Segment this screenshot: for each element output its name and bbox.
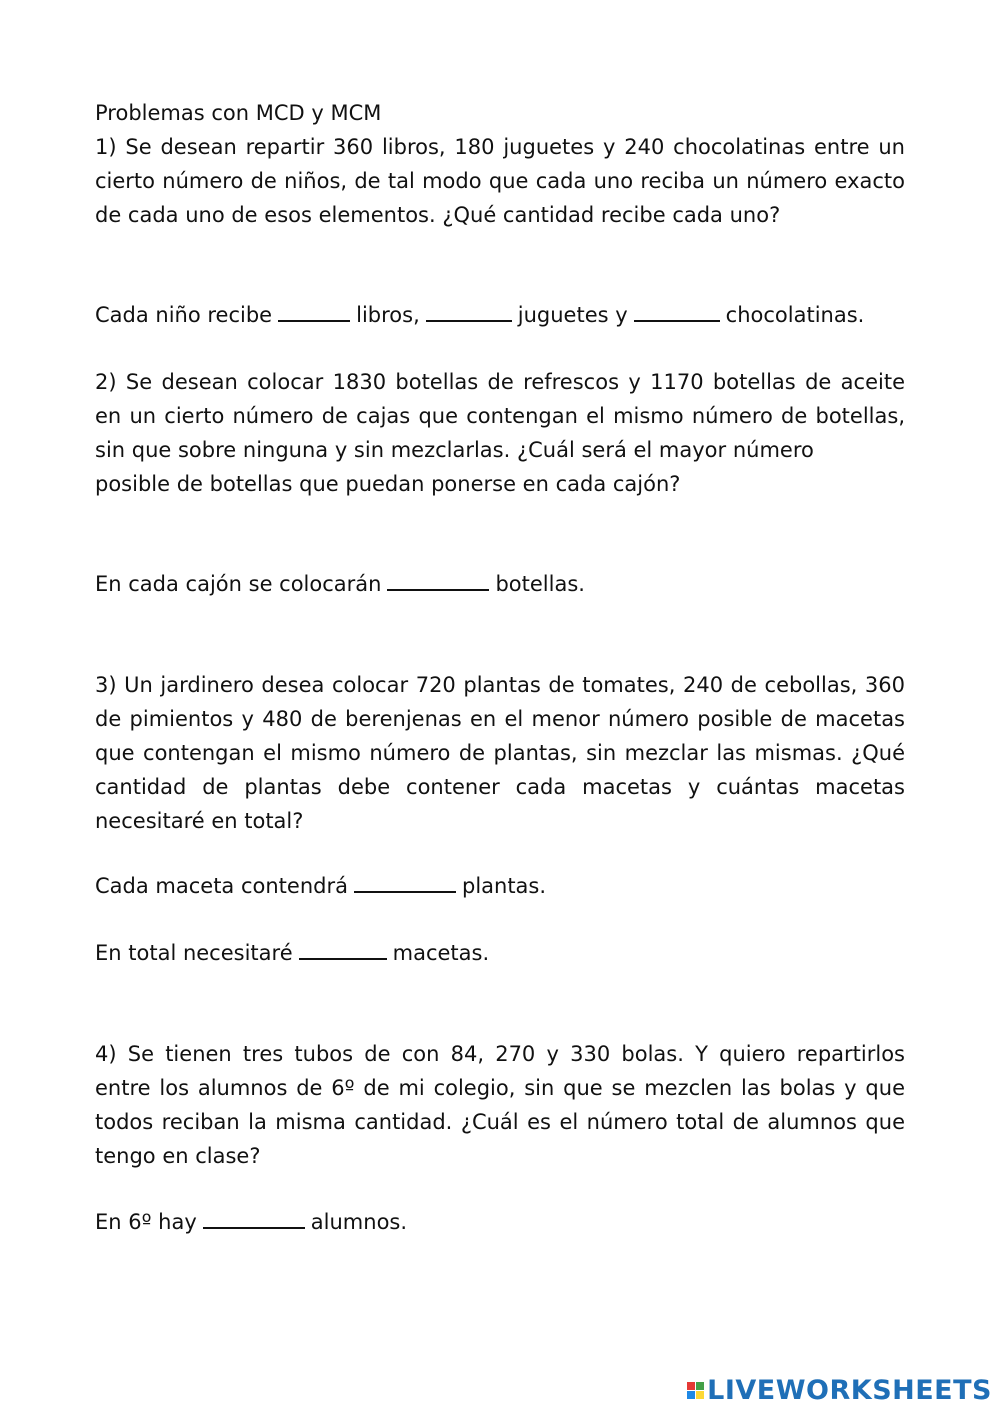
answer-text: En 6º hay — [95, 1210, 197, 1234]
problem-2-line-2: en un cierto número de cajas que contengan el mismo número de botellas, — [95, 404, 905, 428]
answer-text: botellas. — [495, 572, 585, 596]
answer-text: En total necesitaré — [95, 941, 293, 965]
problem-3-line-3: que contengan el mismo número de plantas, sin mezclar las mismas. ¿Qué — [95, 741, 905, 765]
problem-3-line-5: necesitaré en total? — [95, 809, 304, 833]
problem-3-answer-2 — [95, 936, 905, 970]
problem-1-line-2: cierto número de niños, de tal modo que cada uno reciba un número exacto — [95, 169, 905, 193]
problem-2-line-4: posible de botellas que puedan ponerse en cada cajón? — [95, 472, 681, 496]
answer-blank-macetas[interactable] — [299, 940, 387, 960]
liveworksheets-logo-icon — [687, 1382, 704, 1399]
liveworksheets-logo — [687, 1375, 992, 1405]
problem-3-line-4: cantidad de plantas debe contener cada macetas y cuántas macetas — [95, 775, 905, 799]
problem-1-line-1: 1) Se desean repartir 360 libros, 180 juguetes y 240 chocolatinas entre un — [95, 135, 905, 159]
answer-blank-alumnos[interactable] — [203, 1209, 305, 1229]
liveworksheets-brand-text: LIVEWORKSHEETS — [707, 1374, 992, 1406]
page-title: Problemas con MCD y MCM — [95, 101, 382, 125]
answer-text: En cada cajón se colocarán — [95, 572, 382, 596]
problem-4-answer — [95, 1205, 905, 1239]
problem-3-line-2: de pimientos y 480 de berenjenas en el menor número posible de macetas — [95, 707, 905, 731]
problem-4-line-4: tengo en clase? — [95, 1144, 261, 1168]
problem-4-line-1: 4) Se tienen tres tubos de con 84, 270 y 330 bolas. Y quiero repartirlos — [95, 1042, 905, 1066]
problem-1-answer — [95, 298, 905, 332]
logo-square-blue — [687, 1391, 695, 1399]
logo-square-red — [687, 1382, 695, 1390]
problem-3-answer-1 — [95, 869, 905, 903]
logo-square-green — [696, 1382, 704, 1390]
answer-blank-libros[interactable] — [278, 302, 350, 322]
problem-1-line-3: de cada uno de esos elementos. ¿Qué cantidad recibe cada uno? — [95, 203, 781, 227]
answer-text: libros, — [356, 303, 420, 327]
answer-text: chocolatinas. — [725, 303, 865, 327]
answer-text: Cada niño recibe — [95, 303, 273, 327]
answer-text: macetas. — [392, 941, 490, 965]
answer-text: Cada maceta contendrá — [95, 874, 348, 898]
answer-blank-plantas[interactable] — [354, 873, 456, 893]
logo-square-yellow — [696, 1391, 704, 1399]
problem-2-line-1: 2) Se desean colocar 1830 botellas de refrescos y 1170 botellas de aceite — [95, 370, 905, 394]
problem-3-line-1: 3) Un jardinero desea colocar 720 plantas de tomates, 240 de cebollas, 360 — [95, 673, 905, 697]
problem-2-line-3: sin que sobre ninguna y sin mezclarlas. ¿Cuál será el mayor número — [95, 438, 814, 462]
problem-4-line-3: todos reciban la misma cantidad. ¿Cuál es el número total de alumnos que — [95, 1110, 905, 1134]
answer-text: plantas. — [461, 874, 547, 898]
answer-blank-juguetes[interactable] — [426, 302, 512, 322]
answer-text: alumnos. — [310, 1210, 408, 1234]
answer-text: juguetes y — [517, 303, 628, 327]
answer-blank-chocolatinas[interactable] — [634, 302, 720, 322]
answer-blank-botellas[interactable] — [387, 571, 489, 591]
problem-2-answer — [95, 567, 905, 601]
problem-4-line-2: entre los alumnos de 6º de mi colegio, sin que se mezclen las bolas y que — [95, 1076, 905, 1100]
